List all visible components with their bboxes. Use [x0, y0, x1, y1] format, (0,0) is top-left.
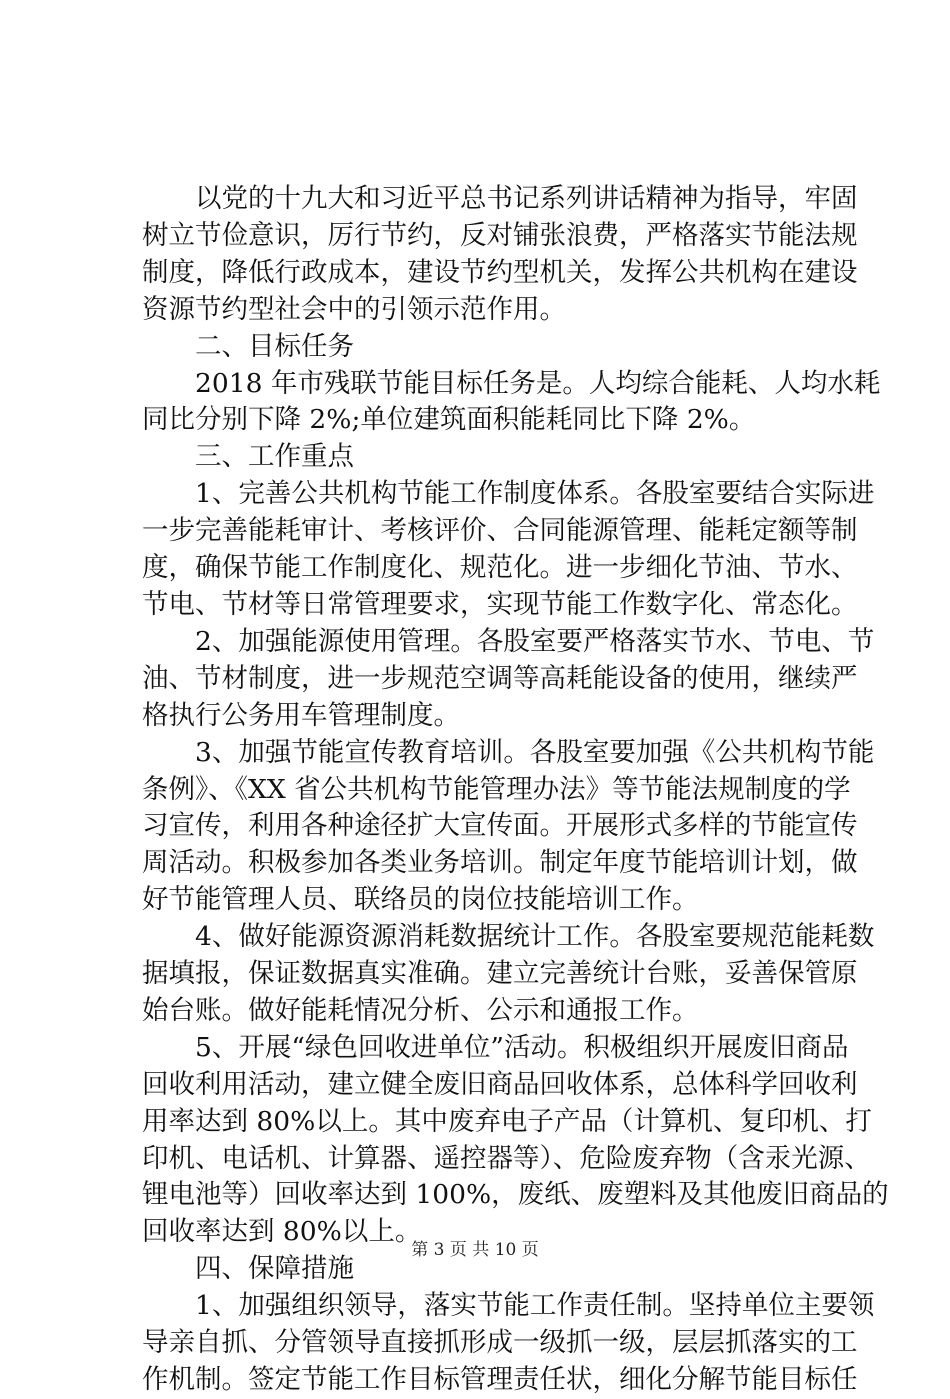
- paragraph: [142, 366, 881, 440]
- text-line: 好节能管理人员、联络员的岗位技能培训工作。: [142, 884, 699, 916]
- text-line: 4、做好能源资源消耗数据统计工作。各股室要规范能耗数: [142, 921, 875, 953]
- paragraph: [142, 1030, 889, 1251]
- text-line: 三、工作重点: [142, 441, 354, 473]
- page-footer: 第 3 页 共 10 页: [411, 1240, 539, 1260]
- text-line: 3、加强节能宣传教育培训。各股室要加强《公共机构节能: [142, 736, 875, 768]
- text-line: 度，确保节能工作制度化、规范化。进一步细化节油、节水、: [142, 552, 858, 584]
- text-line: 条例》、《XX 省公共机构节能管理办法》等节能法规制度的学: [142, 773, 851, 805]
- paragraph: [142, 181, 858, 329]
- text-line: 以党的十九大和习近平总书记系列讲话精神为指导，牢固: [142, 183, 858, 214]
- text-line: 始台账。做好能耗情况分析、公示和通报工作。: [142, 994, 699, 1026]
- text-line: 回收利用活动，建立健全废旧商品回收体系，总体科学回收利: [142, 1068, 858, 1100]
- text-line: 1、完善公共机构节能工作制度体系。各股室要结合实际进: [142, 478, 875, 510]
- paragraph: [142, 439, 832, 476]
- text-line: 制度，降低行政成本，建设节约型机关，发挥公共机构在建设: [142, 256, 858, 288]
- text-line: 四、保障措施: [142, 1253, 354, 1285]
- document-body: [142, 181, 889, 1399]
- paragraph: [142, 476, 875, 624]
- text-line: 2、加强能源使用管理。各股室要严格落实节水、节电、节: [142, 625, 875, 657]
- text-line: 1、加强组织领导，落实节能工作责任制。坚持单位主要领: [142, 1290, 875, 1322]
- text-line: 锂电池等）回收率达到 100%，废纸、废塑料及其他废旧商品的: [142, 1179, 889, 1211]
- text-line: 格执行公务用车管理制度。: [142, 699, 460, 731]
- text-line: 据填报，保证数据真实准确。建立完善统计台账，妥善保管原: [142, 958, 858, 990]
- text-line: 油、节材制度，进一步规范空调等高耗能设备的使用，继续严: [142, 662, 858, 694]
- text-line: 印机、电话机、计算器、遥控器等）、危险废弃物（含汞光源、: [142, 1142, 871, 1174]
- text-line: 作机制。签定节能工作目标管理责任状，细化分解节能目标任: [142, 1364, 858, 1395]
- text-line: 节电、节材等日常管理要求，实现节能工作数字化、常态化。: [142, 588, 858, 620]
- text-line: 同比分别下降 2%;单位建筑面积能耗同比下降 2%。: [142, 404, 756, 436]
- text-line: 用率达到 80%以上。其中废弃电子产品（计算机、复印机、打: [142, 1105, 872, 1137]
- text-line: 资源节约型社会中的引领示范作用。: [142, 293, 566, 325]
- paragraph: [142, 329, 832, 366]
- text-line: 树立节俭意识，厉行节约，反对铺张浪费，严格落实节能法规: [142, 219, 858, 251]
- text-line: 导亲自抓、分管领导直接抓形成一级抓一级，层层抓落实的工: [142, 1327, 858, 1359]
- text-line: 回收率达到 80%以上。: [142, 1216, 422, 1248]
- text-line: 一步完善能耗审计、考核评价、合同能源管理、能耗定额等制: [142, 515, 858, 547]
- text-line: 2018 年市残联节能目标任务是。人均综合能耗、人均水耗: [142, 367, 881, 399]
- text-line: 二、目标任务: [142, 330, 354, 362]
- paragraph: [142, 735, 875, 920]
- text-line: 周活动。积极参加各类业务培训。制定年度节能培训计划，做: [142, 847, 858, 879]
- paragraph: [142, 919, 875, 1030]
- paragraph: [142, 624, 875, 735]
- text-line: 5、开展“绿色回收进单位”活动。积极组织开展废旧商品: [142, 1031, 849, 1063]
- text-line: 习宣传，利用各种途径扩大宣传面。开展形式多样的节能宣传: [142, 810, 858, 842]
